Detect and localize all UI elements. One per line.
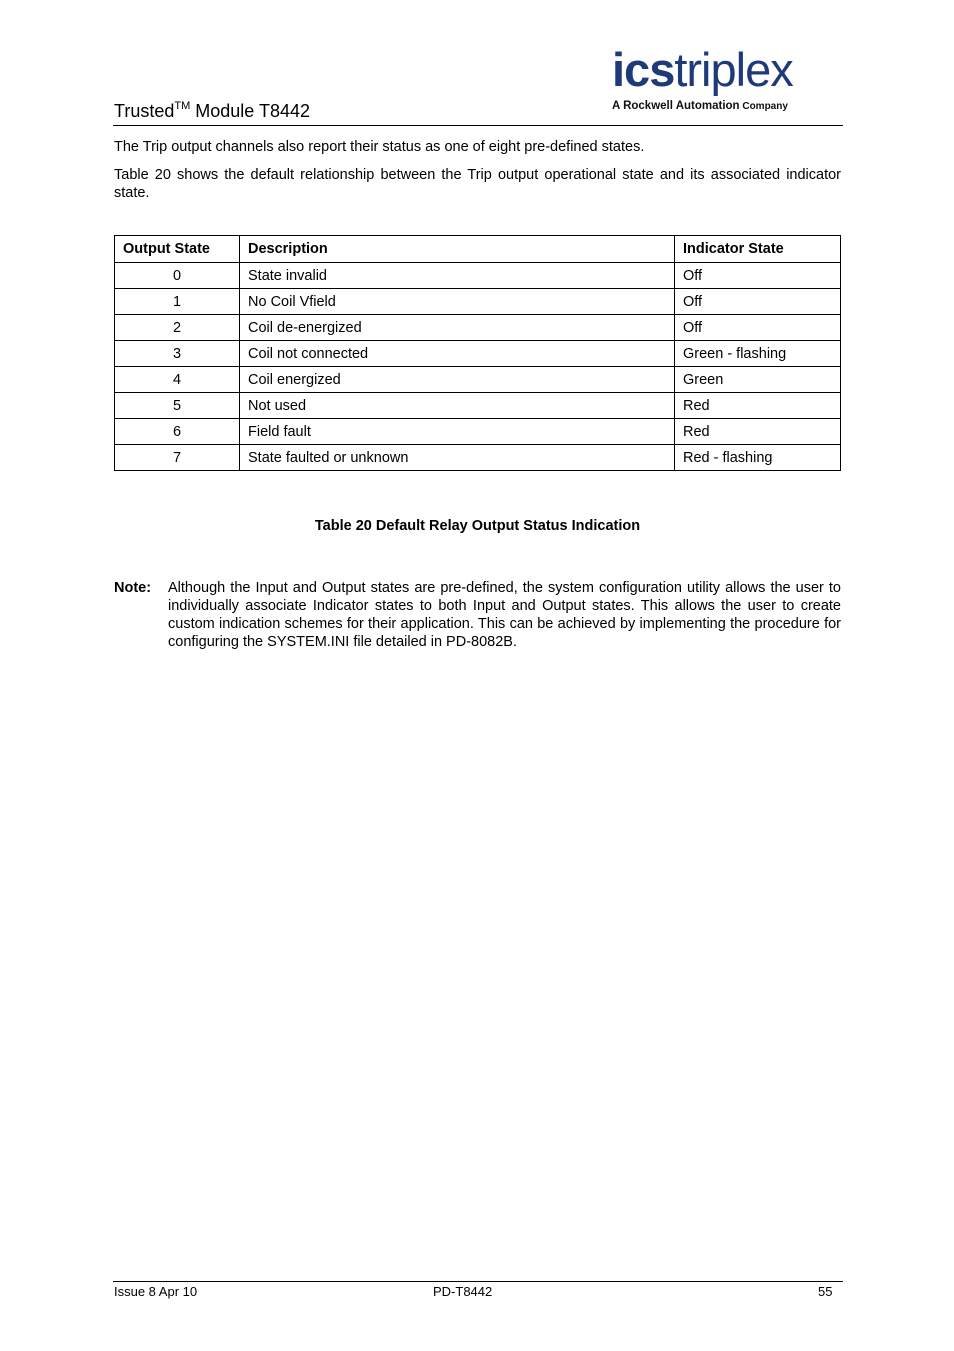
cell-output-state: 6 — [115, 419, 240, 445]
logo-ics: ics — [612, 43, 675, 96]
trademark-sup: TM — [174, 100, 191, 112]
company-logo — [612, 44, 844, 112]
cell-output-state: 3 — [115, 341, 240, 367]
header-description: Description — [240, 236, 675, 263]
cell-indicator-state: Red — [675, 419, 841, 445]
cell-output-state: 1 — [115, 289, 240, 315]
cell-indicator-state: Off — [675, 315, 841, 341]
cell-description: Coil not connected — [240, 341, 675, 367]
table-row — [115, 445, 841, 471]
footer-issue: Issue 8 Apr 10 — [114, 1284, 198, 1299]
logo-triplex: triplex — [674, 43, 793, 96]
cell-description: Not used — [240, 393, 675, 419]
note-text: Although the Input and Output states are pre-defined, the system configuration utility allows the user to individually associate Indicator states to both Input and Output states. This allows the user to create custom indication schemes for their application. This can be achieved by implementing the procedure for configuring the SYSTEM.INI file detailed in PD-8082B. — [168, 580, 841, 650]
cell-output-state: 4 — [115, 367, 240, 393]
title-prefix: Trusted — [114, 101, 175, 121]
cell-description: No Coil Vfield — [240, 289, 675, 315]
table-row — [115, 393, 841, 419]
logo-tagline: A Rockwell Automation — [612, 100, 740, 112]
cell-description: Coil energized — [240, 367, 675, 393]
cell-description: State invalid — [240, 263, 675, 289]
cell-indicator-state: Off — [675, 263, 841, 289]
footer-page-number: 55 — [818, 1284, 833, 1299]
table-row — [115, 419, 841, 445]
cell-output-state: 2 — [115, 315, 240, 341]
header-output-state: Output State — [115, 236, 240, 263]
header-divider — [113, 125, 843, 126]
table-row — [115, 341, 841, 367]
title-suffix: Module T8442 — [190, 101, 311, 121]
footer-doc-id: PD-T8442 — [433, 1284, 493, 1299]
cell-indicator-state: Green - flashing — [675, 341, 841, 367]
cell-indicator-state: Green — [675, 367, 841, 393]
cell-description: Coil de-energized — [240, 315, 675, 341]
logo-tagline-company: Company — [739, 101, 788, 112]
cell-description: State faulted or unknown — [240, 445, 675, 471]
note-label: Note: — [114, 580, 152, 596]
page-title — [114, 100, 310, 122]
table-row — [115, 315, 841, 341]
cell-description: Field fault — [240, 419, 675, 445]
intro-paragraph: The Trip output channels also report their status as one of eight pre-defined states. — [114, 139, 645, 155]
table-header-row — [115, 236, 841, 263]
cell-indicator-state: Red — [675, 393, 841, 419]
cell-output-state: 5 — [115, 393, 240, 419]
header-indicator-state: Indicator State — [675, 236, 841, 263]
table-row — [115, 263, 841, 289]
cell-indicator-state: Off — [675, 289, 841, 315]
footer-divider — [113, 1281, 843, 1282]
cell-output-state: 7 — [115, 445, 240, 471]
cell-indicator-state: Red - flashing — [675, 445, 841, 471]
table-caption: Table 20 Default Relay Output Status Indication — [314, 518, 641, 534]
table-row — [115, 367, 841, 393]
status-table — [114, 235, 841, 471]
table-reference-paragraph: Table 20 shows the default relationship between the Trip output operational state and its associated indicator state. — [114, 167, 841, 201]
cell-output-state: 0 — [115, 263, 240, 289]
table-row — [115, 289, 841, 315]
